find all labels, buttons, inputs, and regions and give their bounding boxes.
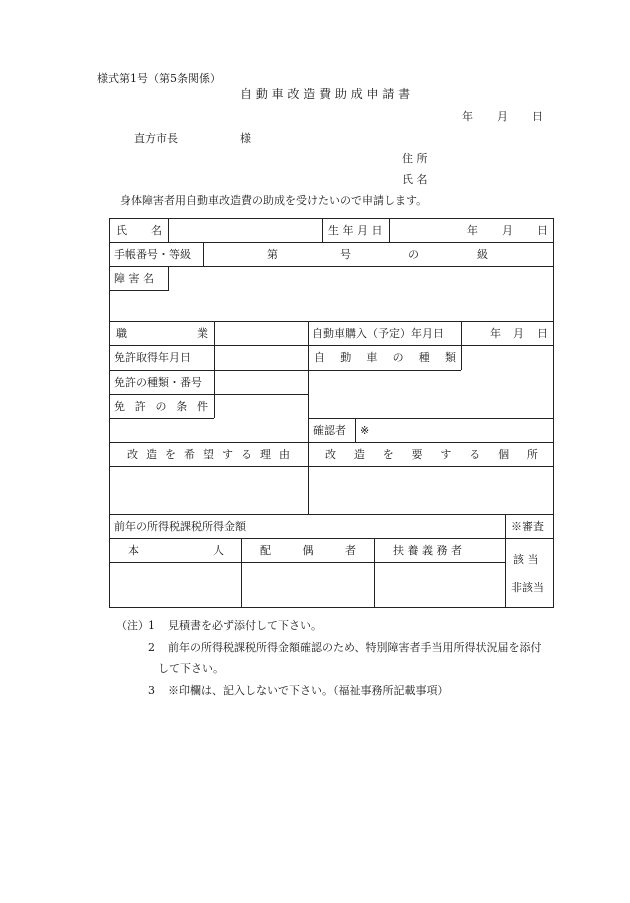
table-line (109, 370, 308, 371)
table-line (308, 370, 461, 371)
dependent-income-field[interactable] (376, 564, 504, 606)
occupation-label: 職 業 (116, 327, 208, 340)
note-number: 1 (148, 619, 155, 632)
table-line (308, 321, 309, 514)
table-line (109, 466, 554, 467)
table-line (553, 218, 554, 608)
table-line (374, 538, 375, 608)
purchase-month-label: 月 (513, 327, 524, 340)
handbook-field[interactable] (205, 244, 552, 265)
handbook-dai: 第 (267, 248, 278, 261)
disability-label: 障 害 名 (114, 272, 154, 285)
table-line (109, 442, 554, 443)
purchase-year-label: 年 (490, 327, 501, 340)
confirmer-mark: ※ (360, 424, 370, 437)
purchase-date-label: 自動車購入（予定）年月日 (312, 327, 444, 340)
table-line (109, 266, 554, 267)
name-label: 氏 名 (116, 224, 162, 237)
form-number: 様式第1号（第5条関係） (97, 72, 221, 85)
table-line (109, 607, 554, 608)
table-line (109, 290, 169, 291)
table-line (203, 242, 204, 266)
table-line (109, 218, 554, 219)
car-type-field[interactable] (310, 372, 552, 417)
spouse-header: 配 偶 者 (260, 544, 356, 557)
applicable-option: 該 当 (513, 553, 539, 566)
table-line (109, 562, 505, 563)
not-applicable-option: 非該当 (511, 581, 544, 594)
table-line (308, 418, 554, 419)
table-line (109, 514, 554, 515)
form-title: 自 動 車 改 造 費 助 成 申 請 書 (240, 87, 411, 101)
table-line (109, 394, 308, 395)
table-line (505, 514, 506, 608)
note-text: して下さい。 (158, 662, 224, 675)
license-date-field[interactable] (216, 347, 306, 369)
applicant-address-label: 住 所 (402, 152, 428, 165)
applicant-name-label: 氏 名 (402, 173, 428, 186)
birth-day-label: 日 (537, 224, 548, 237)
reason-field[interactable] (111, 468, 307, 513)
note-text: ※印欄は、記入しないで下さい。（福祉事務所記載事項） (168, 684, 449, 697)
table-line (109, 218, 110, 608)
table-line (109, 418, 214, 419)
birthdate-label: 生 年 月 日 (328, 224, 383, 237)
note-number: 3 (148, 684, 155, 697)
review-label: ※審査 (511, 520, 544, 533)
license-conditions-field[interactable] (111, 420, 307, 441)
date-year-label: 年 (462, 110, 473, 123)
confirmer-label: 確認者 (313, 424, 346, 437)
self-header: 本 人 (128, 544, 224, 557)
parts-field[interactable] (310, 468, 552, 513)
date-month-label: 月 (497, 110, 508, 123)
table-line (109, 321, 554, 322)
parts-header: 改 造 を 要 す る 個 所 (325, 448, 538, 461)
income-label: 前年の所得税課税所得金額 (114, 520, 246, 533)
license-type-label: 免許の種類・番号 (114, 376, 202, 389)
birth-month-label: 月 (502, 224, 513, 237)
handbook-label: 手帳番号・等級 (114, 248, 191, 261)
dependent-header: 扶 養 義 務 者 (393, 544, 462, 557)
notes-prefix: （注） (116, 619, 149, 632)
addressee-honorific: 様 (240, 132, 251, 145)
handbook-no: の (408, 248, 419, 261)
birth-year-label: 年 (467, 224, 478, 237)
reason-header: 改 造 を 希 望 す る 理 由 (127, 448, 290, 461)
application-intro: 身体障害者用自動車改造費の助成を受けたいので申請します。 (120, 194, 428, 207)
table-line (109, 538, 554, 539)
self-income-field[interactable] (111, 564, 240, 606)
name-field[interactable] (170, 220, 320, 241)
addressee: 直方市長 (134, 132, 178, 145)
table-line (461, 321, 462, 370)
license-date-label: 免許取得年月日 (114, 351, 191, 364)
table-line (241, 538, 242, 608)
spouse-income-field[interactable] (243, 564, 373, 606)
table-line (109, 345, 554, 346)
license-type-field[interactable] (216, 372, 306, 393)
note-text: 見積書を必ず添付して下さい。 (168, 619, 322, 632)
purchase-day-label: 日 (537, 327, 548, 340)
applicant-address-field[interactable] (440, 148, 580, 166)
license-conditions-label: 免 許 の 条 件 (114, 400, 208, 413)
applicant-name-field[interactable] (440, 169, 580, 187)
table-line (322, 218, 323, 242)
table-line (109, 242, 554, 243)
date-day-label: 日 (532, 110, 543, 123)
table-line (355, 418, 356, 442)
table-line (168, 218, 169, 242)
table-line (389, 218, 390, 242)
handbook-kyu: 級 (477, 248, 488, 261)
car-type-label: 自 動 車 の 種 類 (314, 351, 456, 364)
table-line (214, 321, 215, 418)
handbook-go: 号 (340, 248, 351, 261)
disability-field[interactable] (170, 268, 552, 320)
note-number: 2 (148, 641, 155, 654)
note-text: 前年の所得税課税所得金額確認のため、特別障害者手当用所得状況届を添付 (168, 641, 542, 654)
table-line (168, 266, 169, 290)
occupation-field[interactable] (216, 323, 306, 344)
